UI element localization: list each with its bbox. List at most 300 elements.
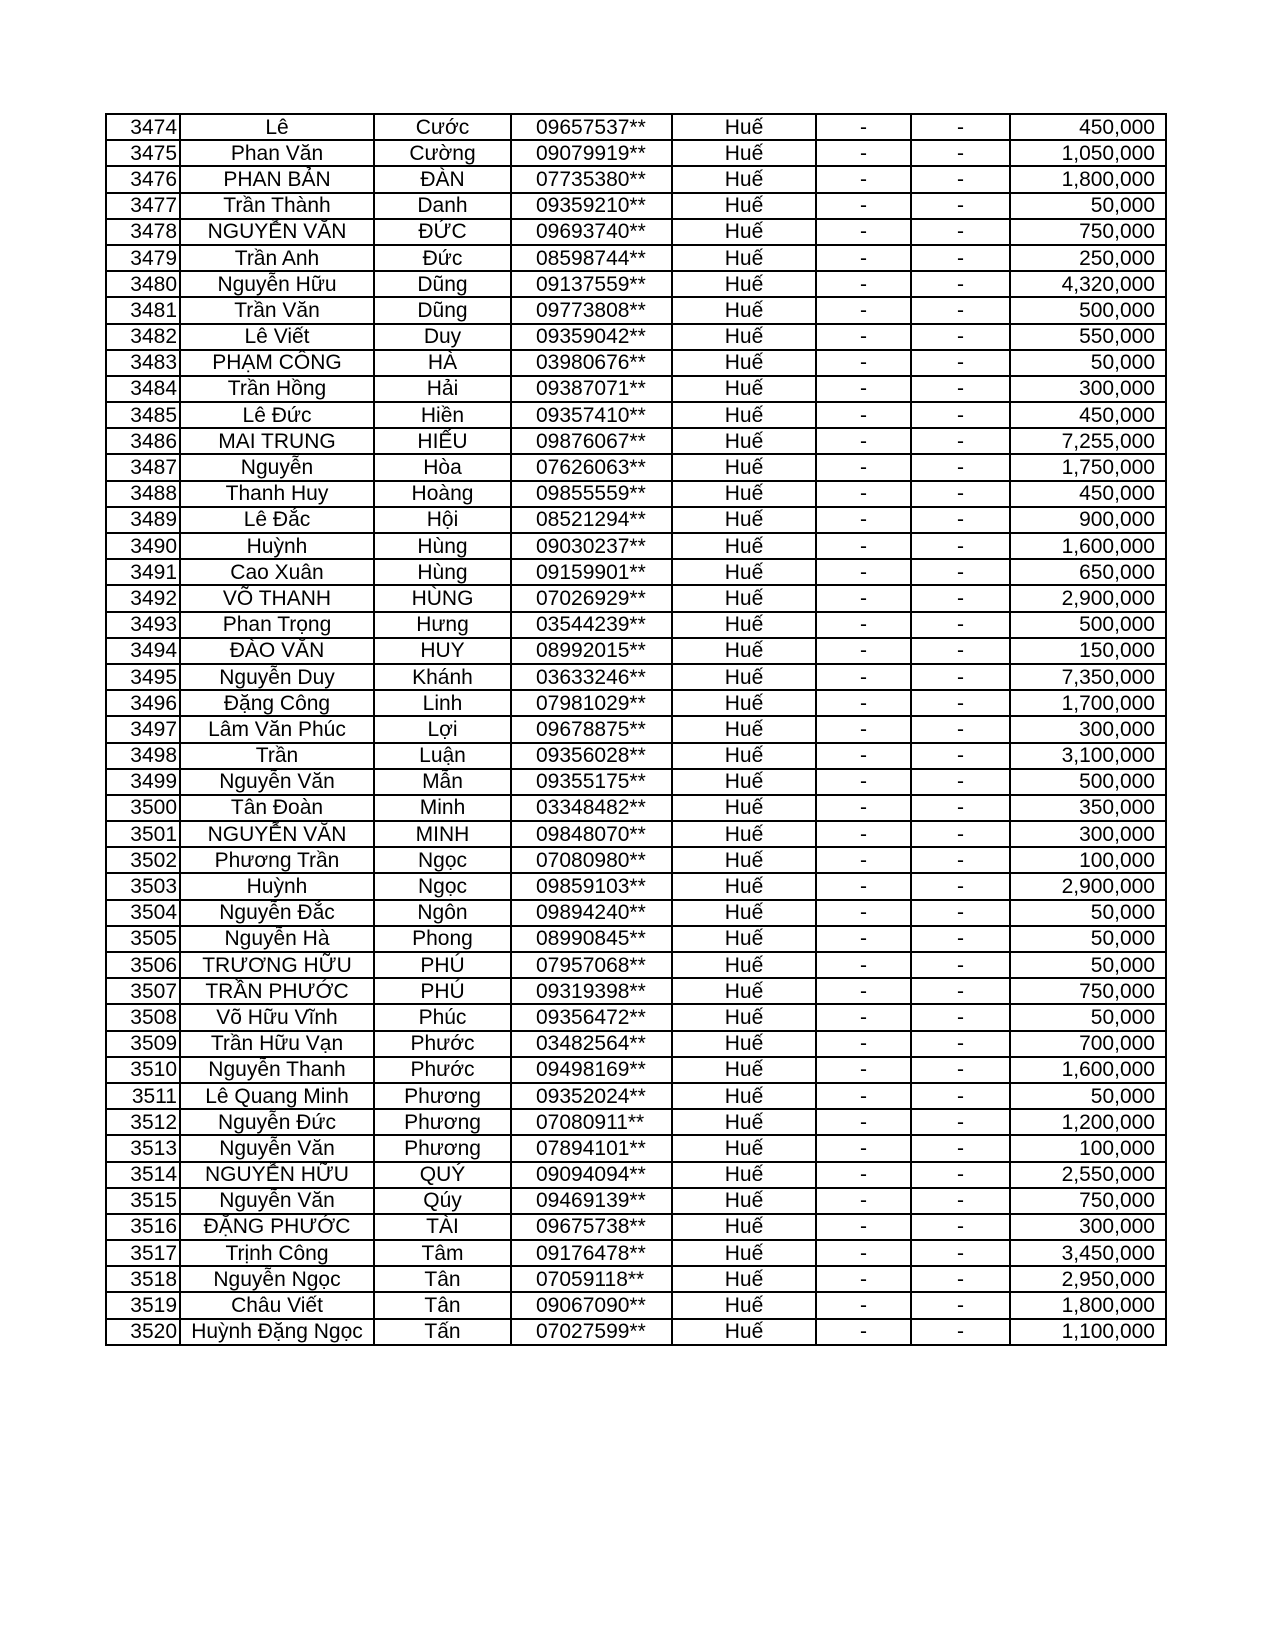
location-cell: Huế [672, 769, 816, 795]
given-name-cell: Hội [374, 507, 511, 533]
dash-cell: - [816, 795, 911, 821]
row-number-cell: 3497 [106, 716, 180, 742]
given-name-cell: Dũng [374, 297, 511, 323]
table-row [106, 1031, 1166, 1057]
dash-cell: - [816, 507, 911, 533]
dash-cell: - [911, 1083, 1010, 1109]
table-row [106, 716, 1166, 742]
amount-cell: 450,000 [1010, 402, 1166, 428]
surname-cell: TRẦN PHƯỚC [180, 978, 374, 1004]
surname-cell: Lâm Văn Phúc [180, 716, 374, 742]
row-number-cell: 3519 [106, 1292, 180, 1318]
dash-cell: - [816, 821, 911, 847]
dash-cell: - [816, 716, 911, 742]
surname-cell: Phan Trọng [180, 612, 374, 638]
given-name-cell: HUY [374, 638, 511, 664]
given-name-cell: PHÚ [374, 952, 511, 978]
location-cell: Huế [672, 873, 816, 899]
phone-cell: 07080911** [511, 1109, 672, 1135]
location-cell: Huế [672, 1057, 816, 1083]
dash-cell: - [816, 1109, 911, 1135]
surname-cell: VÕ THANH [180, 585, 374, 611]
phone-cell: 08990845** [511, 926, 672, 952]
surname-cell: Nguyễn Văn [180, 1135, 374, 1161]
given-name-cell: Hùng [374, 559, 511, 585]
given-name-cell: QUÝ [374, 1162, 511, 1188]
dash-cell: - [911, 769, 1010, 795]
amount-cell: 450,000 [1010, 481, 1166, 507]
surname-cell: Đặng Công [180, 690, 374, 716]
row-number-cell: 3508 [106, 1004, 180, 1030]
location-cell: Huế [672, 219, 816, 245]
phone-cell: 09094094** [511, 1162, 672, 1188]
row-number-cell: 3502 [106, 847, 180, 873]
given-name-cell: Phương [374, 1135, 511, 1161]
location-cell: Huế [672, 193, 816, 219]
row-number-cell: 3496 [106, 690, 180, 716]
table-row [106, 664, 1166, 690]
table-row [106, 166, 1166, 192]
amount-cell: 7,255,000 [1010, 428, 1166, 454]
given-name-cell: Phước [374, 1031, 511, 1057]
table-row [106, 1135, 1166, 1161]
table-row [106, 1240, 1166, 1266]
given-name-cell: MINH [374, 821, 511, 847]
location-cell: Huế [672, 166, 816, 192]
given-name-cell: Minh [374, 795, 511, 821]
surname-cell: Nguyễn Đắc [180, 900, 374, 926]
surname-cell: Nguyễn Văn [180, 769, 374, 795]
phone-cell: 07026929** [511, 585, 672, 611]
location-cell: Huế [672, 507, 816, 533]
row-number-cell: 3507 [106, 978, 180, 1004]
phone-cell: 03482564** [511, 1031, 672, 1057]
dash-cell: - [911, 1319, 1010, 1345]
table-row [106, 324, 1166, 350]
surname-cell: Nguyễn [180, 454, 374, 480]
dash-cell: - [911, 821, 1010, 847]
amount-cell: 1,600,000 [1010, 533, 1166, 559]
surname-cell: Võ Hữu Vĩnh [180, 1004, 374, 1030]
amount-cell: 700,000 [1010, 1031, 1166, 1057]
table-row [106, 297, 1166, 323]
given-name-cell: Phúc [374, 1004, 511, 1030]
surname-cell: PHAN BẢN [180, 166, 374, 192]
phone-cell: 08992015** [511, 638, 672, 664]
table-row [106, 402, 1166, 428]
location-cell: Huế [672, 1266, 816, 1292]
dash-cell: - [911, 847, 1010, 873]
dash-cell: - [911, 559, 1010, 585]
dash-cell: - [816, 638, 911, 664]
surname-cell: Phương Trần [180, 847, 374, 873]
dash-cell: - [911, 585, 1010, 611]
location-cell: Huế [672, 821, 816, 847]
dash-cell: - [816, 114, 911, 140]
phone-cell: 09030237** [511, 533, 672, 559]
dash-cell: - [816, 1083, 911, 1109]
location-cell: Huế [672, 402, 816, 428]
location-cell: Huế [672, 245, 816, 271]
row-number-cell: 3477 [106, 193, 180, 219]
amount-cell: 100,000 [1010, 1135, 1166, 1161]
row-number-cell: 3503 [106, 873, 180, 899]
surname-cell: Huỳnh [180, 533, 374, 559]
row-number-cell: 3499 [106, 769, 180, 795]
amount-cell: 450,000 [1010, 114, 1166, 140]
dash-cell: - [911, 1057, 1010, 1083]
dash-cell: - [816, 1266, 911, 1292]
location-cell: Huế [672, 1135, 816, 1161]
dash-cell: - [816, 1031, 911, 1057]
given-name-cell: Dũng [374, 271, 511, 297]
surname-cell: Nguyễn Thanh [180, 1057, 374, 1083]
surname-cell: Lê Đắc [180, 507, 374, 533]
dash-cell: - [911, 297, 1010, 323]
surname-cell: Lê Quang Minh [180, 1083, 374, 1109]
dash-cell: - [911, 1004, 1010, 1030]
phone-cell: 09357410** [511, 402, 672, 428]
location-cell: Huế [672, 1109, 816, 1135]
phone-cell: 03633246** [511, 664, 672, 690]
dash-cell: - [911, 795, 1010, 821]
surname-cell: Trần [180, 743, 374, 769]
amount-cell: 1,800,000 [1010, 1292, 1166, 1318]
row-number-cell: 3482 [106, 324, 180, 350]
location-cell: Huế [672, 664, 816, 690]
amount-cell: 1,200,000 [1010, 1109, 1166, 1135]
dash-cell: - [911, 1135, 1010, 1161]
dash-cell: - [816, 297, 911, 323]
dash-cell: - [911, 324, 1010, 350]
dash-cell: - [911, 376, 1010, 402]
table-row [106, 481, 1166, 507]
surname-cell: Châu Viết [180, 1292, 374, 1318]
phone-cell: 03544239** [511, 612, 672, 638]
dash-cell: - [816, 454, 911, 480]
amount-cell: 3,100,000 [1010, 743, 1166, 769]
table-row [106, 585, 1166, 611]
given-name-cell: ĐÀN [374, 166, 511, 192]
row-number-cell: 3486 [106, 428, 180, 454]
given-name-cell: Duy [374, 324, 511, 350]
phone-cell: 09693740** [511, 219, 672, 245]
surname-cell: Lê [180, 114, 374, 140]
row-number-cell: 3487 [106, 454, 180, 480]
table-row [106, 873, 1166, 899]
dash-cell: - [816, 585, 911, 611]
given-name-cell: HÀ [374, 350, 511, 376]
phone-cell: 07027599** [511, 1319, 672, 1345]
location-cell: Huế [672, 978, 816, 1004]
given-name-cell: Danh [374, 193, 511, 219]
dash-cell: - [911, 114, 1010, 140]
phone-cell: 09067090** [511, 1292, 672, 1318]
row-number-cell: 3478 [106, 219, 180, 245]
amount-cell: 1,100,000 [1010, 1319, 1166, 1345]
surname-cell: Trần Hữu Vạn [180, 1031, 374, 1057]
table-row [106, 559, 1166, 585]
table-row [106, 1214, 1166, 1240]
table-row [106, 638, 1166, 664]
row-number-cell: 3520 [106, 1319, 180, 1345]
dash-cell: - [911, 219, 1010, 245]
surname-cell: Trần Thành [180, 193, 374, 219]
table-row [106, 350, 1166, 376]
surname-cell: Trịnh Công [180, 1240, 374, 1266]
row-number-cell: 3506 [106, 952, 180, 978]
location-cell: Huế [672, 1031, 816, 1057]
dash-cell: - [911, 1162, 1010, 1188]
table-row [106, 533, 1166, 559]
given-name-cell: Phương [374, 1083, 511, 1109]
dash-cell: - [816, 900, 911, 926]
amount-cell: 2,900,000 [1010, 585, 1166, 611]
surname-cell: Nguyễn Duy [180, 664, 374, 690]
table-row [106, 978, 1166, 1004]
given-name-cell: Hoàng [374, 481, 511, 507]
surname-cell: Nguyễn Hữu [180, 271, 374, 297]
phone-cell: 09387071** [511, 376, 672, 402]
table-row [106, 900, 1166, 926]
row-number-cell: 3491 [106, 559, 180, 585]
row-number-cell: 3489 [106, 507, 180, 533]
phone-cell: 09356028** [511, 743, 672, 769]
dash-cell: - [911, 900, 1010, 926]
location-cell: Huế [672, 1319, 816, 1345]
table-row [106, 769, 1166, 795]
amount-cell: 1,700,000 [1010, 690, 1166, 716]
surname-cell: ĐẶNG PHƯỚC [180, 1214, 374, 1240]
phone-cell: 07735380** [511, 166, 672, 192]
dash-cell: - [911, 716, 1010, 742]
surname-cell: NGUYỄN VĂN [180, 219, 374, 245]
phone-cell: 09352024** [511, 1083, 672, 1109]
given-name-cell: ĐỨC [374, 219, 511, 245]
row-number-cell: 3495 [106, 664, 180, 690]
dash-cell: - [911, 350, 1010, 376]
amount-cell: 150,000 [1010, 638, 1166, 664]
phone-cell: 07059118** [511, 1266, 672, 1292]
table-row [106, 193, 1166, 219]
dash-cell: - [816, 690, 911, 716]
surname-cell: Phan Văn [180, 140, 374, 166]
row-number-cell: 3500 [106, 795, 180, 821]
dash-cell: - [816, 166, 911, 192]
row-number-cell: 3484 [106, 376, 180, 402]
location-cell: Huế [672, 350, 816, 376]
amount-cell: 50,000 [1010, 350, 1166, 376]
amount-cell: 1,800,000 [1010, 166, 1166, 192]
location-cell: Huế [672, 585, 816, 611]
row-number-cell: 3517 [106, 1240, 180, 1266]
phone-cell: 09137559** [511, 271, 672, 297]
dash-cell: - [911, 402, 1010, 428]
phone-cell: 09359042** [511, 324, 672, 350]
location-cell: Huế [672, 1162, 816, 1188]
amount-cell: 7,350,000 [1010, 664, 1166, 690]
phone-cell: 09657537** [511, 114, 672, 140]
given-name-cell: Ngôn [374, 900, 511, 926]
phone-cell: 07080980** [511, 847, 672, 873]
dash-cell: - [816, 1240, 911, 1266]
dash-cell: - [911, 743, 1010, 769]
location-cell: Huế [672, 926, 816, 952]
location-cell: Huế [672, 324, 816, 350]
dash-cell: - [816, 402, 911, 428]
given-name-cell: Hùng [374, 533, 511, 559]
location-cell: Huế [672, 716, 816, 742]
location-cell: Huế [672, 1214, 816, 1240]
row-number-cell: 3475 [106, 140, 180, 166]
table-row [106, 1188, 1166, 1214]
row-number-cell: 3513 [106, 1135, 180, 1161]
surname-cell: Trần Hồng [180, 376, 374, 402]
dash-cell: - [911, 1031, 1010, 1057]
dash-cell: - [816, 219, 911, 245]
given-name-cell: Luận [374, 743, 511, 769]
location-cell: Huế [672, 1240, 816, 1266]
location-cell: Huế [672, 481, 816, 507]
table-row [106, 690, 1166, 716]
given-name-cell: Hiền [374, 402, 511, 428]
given-name-cell: Hải [374, 376, 511, 402]
table-row [106, 271, 1166, 297]
given-name-cell: Lợi [374, 716, 511, 742]
dash-cell: - [816, 140, 911, 166]
row-number-cell: 3518 [106, 1266, 180, 1292]
phone-cell: 09498169** [511, 1057, 672, 1083]
surname-cell: Nguyễn Đức [180, 1109, 374, 1135]
dash-cell: - [911, 193, 1010, 219]
amount-cell: 650,000 [1010, 559, 1166, 585]
dash-cell: - [816, 1292, 911, 1318]
surname-cell: Thanh Huy [180, 481, 374, 507]
amount-cell: 500,000 [1010, 612, 1166, 638]
phone-cell: 09159901** [511, 559, 672, 585]
dash-cell: - [911, 245, 1010, 271]
dash-cell: - [816, 978, 911, 1004]
dash-cell: - [911, 1188, 1010, 1214]
location-cell: Huế [672, 271, 816, 297]
location-cell: Huế [672, 297, 816, 323]
phone-cell: 09859103** [511, 873, 672, 899]
table-row [106, 140, 1166, 166]
phone-cell: 09359210** [511, 193, 672, 219]
dash-cell: - [911, 533, 1010, 559]
row-number-cell: 3485 [106, 402, 180, 428]
phone-cell: 07626063** [511, 454, 672, 480]
dash-cell: - [911, 978, 1010, 1004]
phone-cell: 03980676** [511, 350, 672, 376]
location-cell: Huế [672, 454, 816, 480]
table-body [106, 114, 1166, 1345]
dash-cell: - [911, 1266, 1010, 1292]
dash-cell: - [911, 1109, 1010, 1135]
row-number-cell: 3504 [106, 900, 180, 926]
location-cell: Huế [672, 559, 816, 585]
amount-cell: 2,900,000 [1010, 873, 1166, 899]
row-number-cell: 3493 [106, 612, 180, 638]
dash-cell: - [816, 1162, 911, 1188]
dash-cell: - [816, 350, 911, 376]
dash-cell: - [816, 952, 911, 978]
dash-cell: - [911, 612, 1010, 638]
dash-cell: - [816, 428, 911, 454]
phone-cell: 09176478** [511, 1240, 672, 1266]
row-number-cell: 3479 [106, 245, 180, 271]
table-row [106, 612, 1166, 638]
amount-cell: 1,750,000 [1010, 454, 1166, 480]
amount-cell: 300,000 [1010, 821, 1166, 847]
table-row [106, 507, 1166, 533]
phone-cell: 09675738** [511, 1214, 672, 1240]
dash-cell: - [816, 533, 911, 559]
amount-cell: 2,550,000 [1010, 1162, 1166, 1188]
row-number-cell: 3492 [106, 585, 180, 611]
table-row [106, 114, 1166, 140]
dash-cell: - [816, 664, 911, 690]
row-number-cell: 3488 [106, 481, 180, 507]
surname-cell: NGUYỄN VĂN [180, 821, 374, 847]
amount-cell: 300,000 [1010, 376, 1166, 402]
row-number-cell: 3498 [106, 743, 180, 769]
table-row [106, 376, 1166, 402]
amount-cell: 750,000 [1010, 1188, 1166, 1214]
dash-cell: - [911, 638, 1010, 664]
given-name-cell: Ngọc [374, 847, 511, 873]
amount-cell: 250,000 [1010, 245, 1166, 271]
surname-cell: Tân Đoàn [180, 795, 374, 821]
location-cell: Huế [672, 952, 816, 978]
location-cell: Huế [672, 428, 816, 454]
amount-cell: 50,000 [1010, 1004, 1166, 1030]
amount-cell: 50,000 [1010, 926, 1166, 952]
phone-cell: 09356472** [511, 1004, 672, 1030]
phone-cell: 09469139** [511, 1188, 672, 1214]
table-row [106, 1266, 1166, 1292]
dash-cell: - [816, 612, 911, 638]
amount-cell: 1,600,000 [1010, 1057, 1166, 1083]
dash-cell: - [816, 873, 911, 899]
amount-cell: 100,000 [1010, 847, 1166, 873]
phone-cell: 09894240** [511, 900, 672, 926]
amount-cell: 900,000 [1010, 507, 1166, 533]
dash-cell: - [911, 1292, 1010, 1318]
dash-cell: - [911, 952, 1010, 978]
table-row [106, 428, 1166, 454]
given-name-cell: Khánh [374, 664, 511, 690]
table-row [106, 1162, 1166, 1188]
dash-cell: - [816, 743, 911, 769]
location-cell: Huế [672, 847, 816, 873]
given-name-cell: Cường [374, 140, 511, 166]
given-name-cell: Linh [374, 690, 511, 716]
dash-cell: - [911, 481, 1010, 507]
surname-cell: Huỳnh [180, 873, 374, 899]
table-row [106, 847, 1166, 873]
dash-cell: - [816, 324, 911, 350]
row-number-cell: 3481 [106, 297, 180, 323]
row-number-cell: 3505 [106, 926, 180, 952]
dash-cell: - [911, 873, 1010, 899]
dash-cell: - [816, 376, 911, 402]
table-row [106, 1319, 1166, 1345]
given-name-cell: TÀI [374, 1214, 511, 1240]
given-name-cell: Phương [374, 1109, 511, 1135]
dash-cell: - [911, 1240, 1010, 1266]
amount-cell: 750,000 [1010, 978, 1166, 1004]
